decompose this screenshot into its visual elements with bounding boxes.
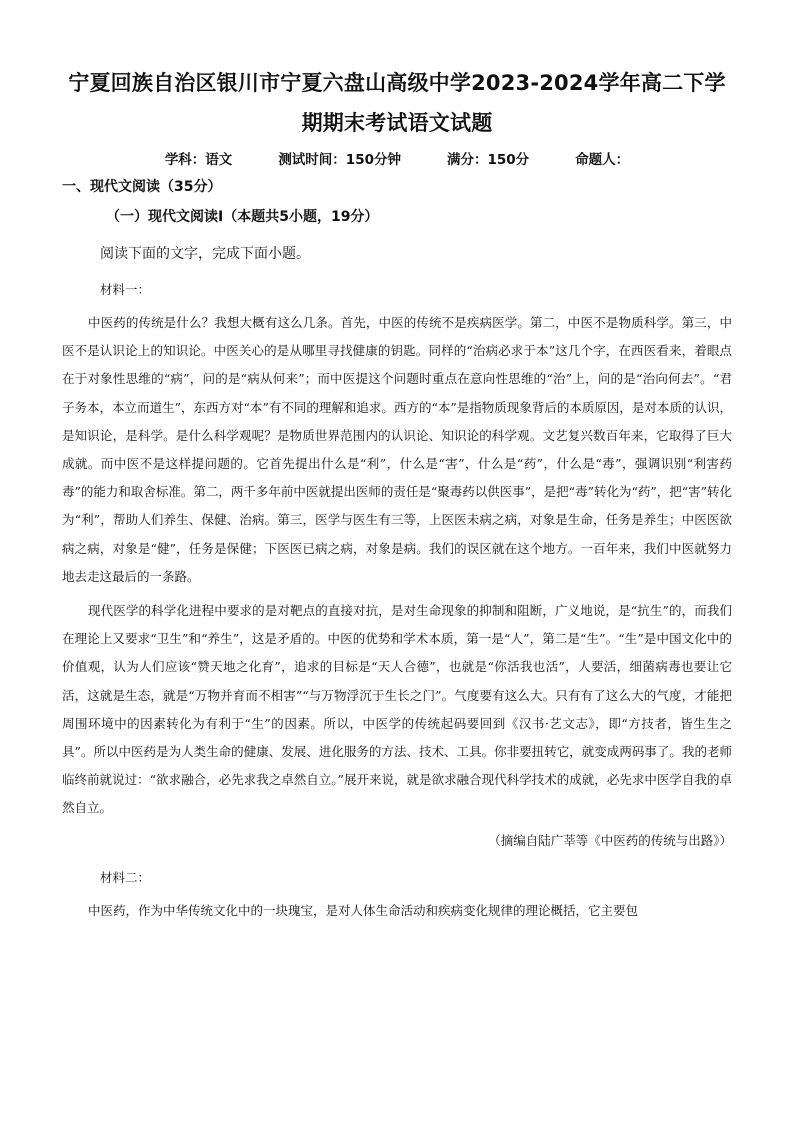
material2-paragraph-1: 中医药，作为中华传统文化中的一块瑰宝，是对人体生命活动和疾病变化规律的理论概括，它主要包 — [88, 902, 639, 918]
score-label: 满分：150分 — [447, 152, 530, 168]
material1-paragraph-1: 中医药的传统是什么？我想大概有这么几条。首先，中医的传统不是疾病医学。第二，中医不是物质科学。第三，中医不是认识论上的知识论。中医关心的是从哪里寻找健康的钥匙。同样的“治病必求于本”这几个字，在西医看来，着眼点在于对象性思维的“病”，问的是“病从何来”；而中医提这个问题时重点在意向性思维的“治”上，问的是“治向何去”。“君子务本，本立而道生”，东西方对“本”有不同的理解和追求。西方的“本”是指物质现象背后的本质原因，是对本质的认识，是知识论，是科学。是什么科学观呢？是物质世界范围内的认识论、知识论的科学观。文艺复兴数百年来，它取得了巨大成就。而中医不是这样提问题的。它首先提出什么是“利”，什么是“害”，什么是“药”，什么是“毒”，强调识别“利害药毒”的能力和取舍标准。第二，两千多年前中医就提出医师的责任是“聚毒药以供医事”，是把“毒”转化为“药”，把“害”转化为“利”，帮助人们养生、保健、治病。第三，医学与医生有三等，上医医未病之病，对象是生命，任务是养生；中医医欲病之病，对象是“健”，任务是保健；下医医已病之病，对象是病。我们的误区就在这个地方。一百年来，我们中医就努力地去走这最后的一条路。 — [62, 315, 733, 584]
material1-label: 材料一： — [100, 282, 151, 297]
time-label: 测试时间：150分钟 — [278, 152, 401, 168]
reading-instruction: 阅读下面的文字，完成下面小题。 — [100, 246, 310, 262]
page-title-line2: 期期末考试语文试题 — [301, 111, 493, 135]
section-subheading: （一）现代文阅读Ⅰ（本题共5小题，19分） — [106, 209, 379, 225]
page-title-line1: 宁夏回族自治区银川市宁夏六盘山高级中学2023-2024学年高二下学 — [68, 71, 726, 95]
exam-meta — [62, 147, 732, 173]
section-heading: 一、现代文阅读（35分） — [62, 179, 222, 195]
author-label: 命题人： — [575, 152, 630, 168]
material1-paragraph-2: 现代医学的科学化进程中要求的是对靶点的直接对抗，是对生命现象的抑制和阻断，广义地说，是“抗生”的，而我们在理论上又要求“卫生”和“养生”，这是矛盾的。中医的优势和学术本质，第一是“人”，第二是“生”。“生”是中国文化中的价值观，认为人们应该“赞天地之化育”，追求的目标是“天人合德”，也就是“你活我也活”，人要活，细菌病毒也要让它活，这就是生态，就是“万物并育而不相害”“与万物浮沉于生长之门”。气度要有这么大。只有有了这么大的气度，才能把周围环境中的因素转化为有利于“生”的因素。所以，中医学的传统起码要回到《汉书·艺文志》，即“方技者，皆生生之具”。所以中医药是为人类生命的健康、发展、进化服务的方法、技术、工具。你非要扭转它，就变成两码事了。我的老师临终前就说过：“欲求融合，必先求我之卓然自立。”展开来说，就是欲求融合现代科学技术的成就，必先求中医学自我的卓然自立。 — [62, 603, 732, 816]
material2-label: 材料二： — [100, 869, 151, 885]
material1-source: （摘编自陆广莘等《中医药的传统与出路》） — [488, 832, 732, 848]
subject-label: 学科：语文 — [164, 152, 233, 168]
